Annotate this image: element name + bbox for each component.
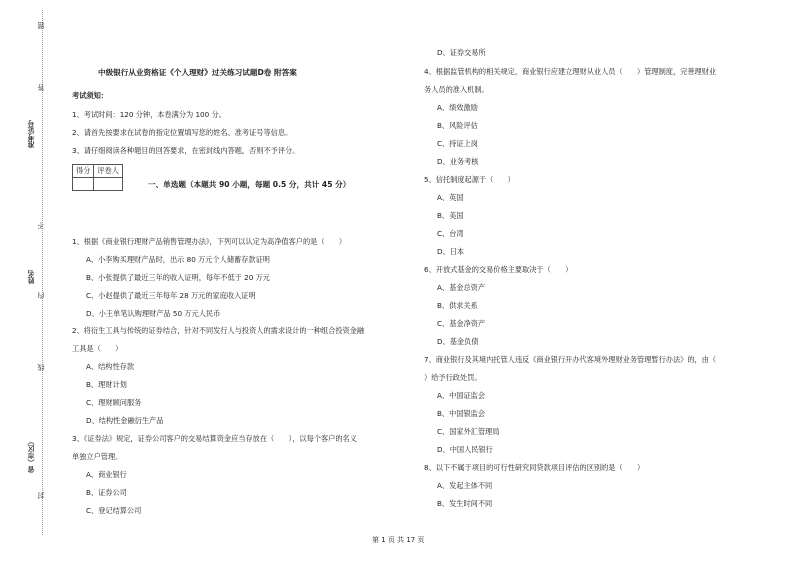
question-option: B、风险评估	[437, 121, 478, 130]
score-cell	[73, 178, 94, 191]
question-text: 1、根据《商业银行理财产品销售管理办法》，下列可以认定为高净值客户的是（ ）	[72, 237, 347, 246]
section-title: 一、单选题（本题共 90 小题，每题 0.5 分，共计 45 分）	[148, 180, 351, 189]
question-text: 5、信托制度起源于（ ）	[424, 175, 515, 184]
question-option: D、基金负债	[437, 337, 479, 346]
question-option: C、理财顾问服务	[86, 398, 142, 407]
grader-header: 评卷人	[94, 165, 123, 178]
question-option: A、发起主体不同	[437, 481, 493, 490]
question-option: D、结构性金融衍生产品	[86, 416, 164, 425]
seal-mark-feng: 封	[37, 492, 45, 499]
question-option: B、小张提供了最近三年的收入证明，每年不低于 20 万元	[86, 273, 270, 282]
note-item: 3、请仔细阅读各种题目的回答要求，在密封线内答题，否则不予评分。	[72, 146, 300, 155]
question-option: A、小李购买理财产品时，出示 80 万元个人储蓄存款证明	[86, 255, 270, 264]
question-option: D、日本	[437, 247, 465, 256]
note-item: 2、请首先按要求在试卷的指定位置填写您的姓名、准考证号等信息。	[72, 128, 293, 137]
grader-cell	[94, 178, 123, 191]
question-option: A、商业银行	[86, 470, 127, 479]
question-text: 4、根据监管机构的相关规定，商业银行应建立理财从业人员（ ）管理制度，完善理财业	[424, 67, 717, 76]
note-item: 1、考试时间：120 分钟，本卷满分为 100 分。	[72, 110, 226, 119]
exam-number-label: 准考证号	[27, 120, 35, 148]
question-text: 2、将衍生工具与传统的证券结合，针对不同发行人与投资人的需求设计的一种组合投资金融	[72, 326, 365, 335]
question-text: 8、以下不属于项目的可行性研究同贷款项目评估的区别的是（ ）	[424, 463, 645, 472]
question-option: B、中国银监会	[437, 409, 486, 418]
notes-heading: 考试须知：	[72, 91, 108, 100]
question-option: C、持证上岗	[437, 139, 478, 148]
question-option: D、业务考核	[437, 157, 479, 166]
question-option: B、供求关系	[437, 301, 478, 310]
question-option: C、台湾	[437, 229, 464, 238]
question-option: C、国家外汇管理局	[437, 427, 500, 436]
seal-mark-bu: 不	[37, 222, 45, 229]
question-option: B、美国	[437, 211, 464, 220]
question-option: C、登记结算公司	[86, 506, 142, 515]
question-text-cont: 工具是（ ）	[72, 344, 123, 353]
score-header: 得分	[73, 165, 94, 178]
question-option: A、英国	[437, 193, 464, 202]
question-text: 6、开放式基金的交易价格主要取决于（ ）	[424, 265, 573, 274]
question-option: C、基金净资产	[437, 319, 486, 328]
question-option: A、绩效激励	[437, 103, 478, 112]
question-option: D、中国人民银行	[437, 445, 493, 454]
question-option: A、中国证监会	[437, 391, 486, 400]
question-text-cont: 务人员的准入机制。	[424, 85, 489, 94]
seal-mark-nei: 内	[37, 292, 45, 299]
question-option: C、小赵提供了最近三年每年 28 万元的家庭收入证明	[86, 291, 256, 300]
name-label: 姓名	[27, 270, 35, 284]
question-option: B、证券公司	[86, 488, 127, 497]
question-option: A、结构性存款	[86, 362, 135, 371]
score-table	[72, 164, 123, 191]
question-option: B、发生时间不同	[437, 499, 493, 508]
province-label: 省（市区）	[27, 438, 35, 473]
seal-mark-ti: 题	[37, 22, 45, 29]
question-text-cont: ）给予行政处罚。	[424, 373, 482, 382]
question-option: D、证券交易所	[437, 48, 486, 57]
seal-mark-xian: 线	[37, 364, 45, 371]
question-option: D、小王单笔认购理财产品 50 万元人民币	[86, 309, 221, 318]
page-number: 第 1 页 共 17 页	[372, 536, 425, 544]
question-option: B、理财计划	[86, 380, 127, 389]
seal-mark-da: 答	[37, 84, 45, 91]
exam-title: 中级银行从业资格证《个人理财》过关练习试题D卷 附答案	[98, 68, 297, 77]
question-text: 3、《证券法》规定，证券公司客户的交易结算资金应当存放在（ ），以每个客户的名义	[72, 434, 357, 443]
question-text: 7、商业银行及其境内托管人违反《商业银行开办代客境外理财业务管理暂行办法》的，由（	[424, 355, 717, 364]
question-text-cont: 单独立户管理。	[72, 452, 123, 461]
question-option: A、基金总资产	[437, 283, 486, 292]
